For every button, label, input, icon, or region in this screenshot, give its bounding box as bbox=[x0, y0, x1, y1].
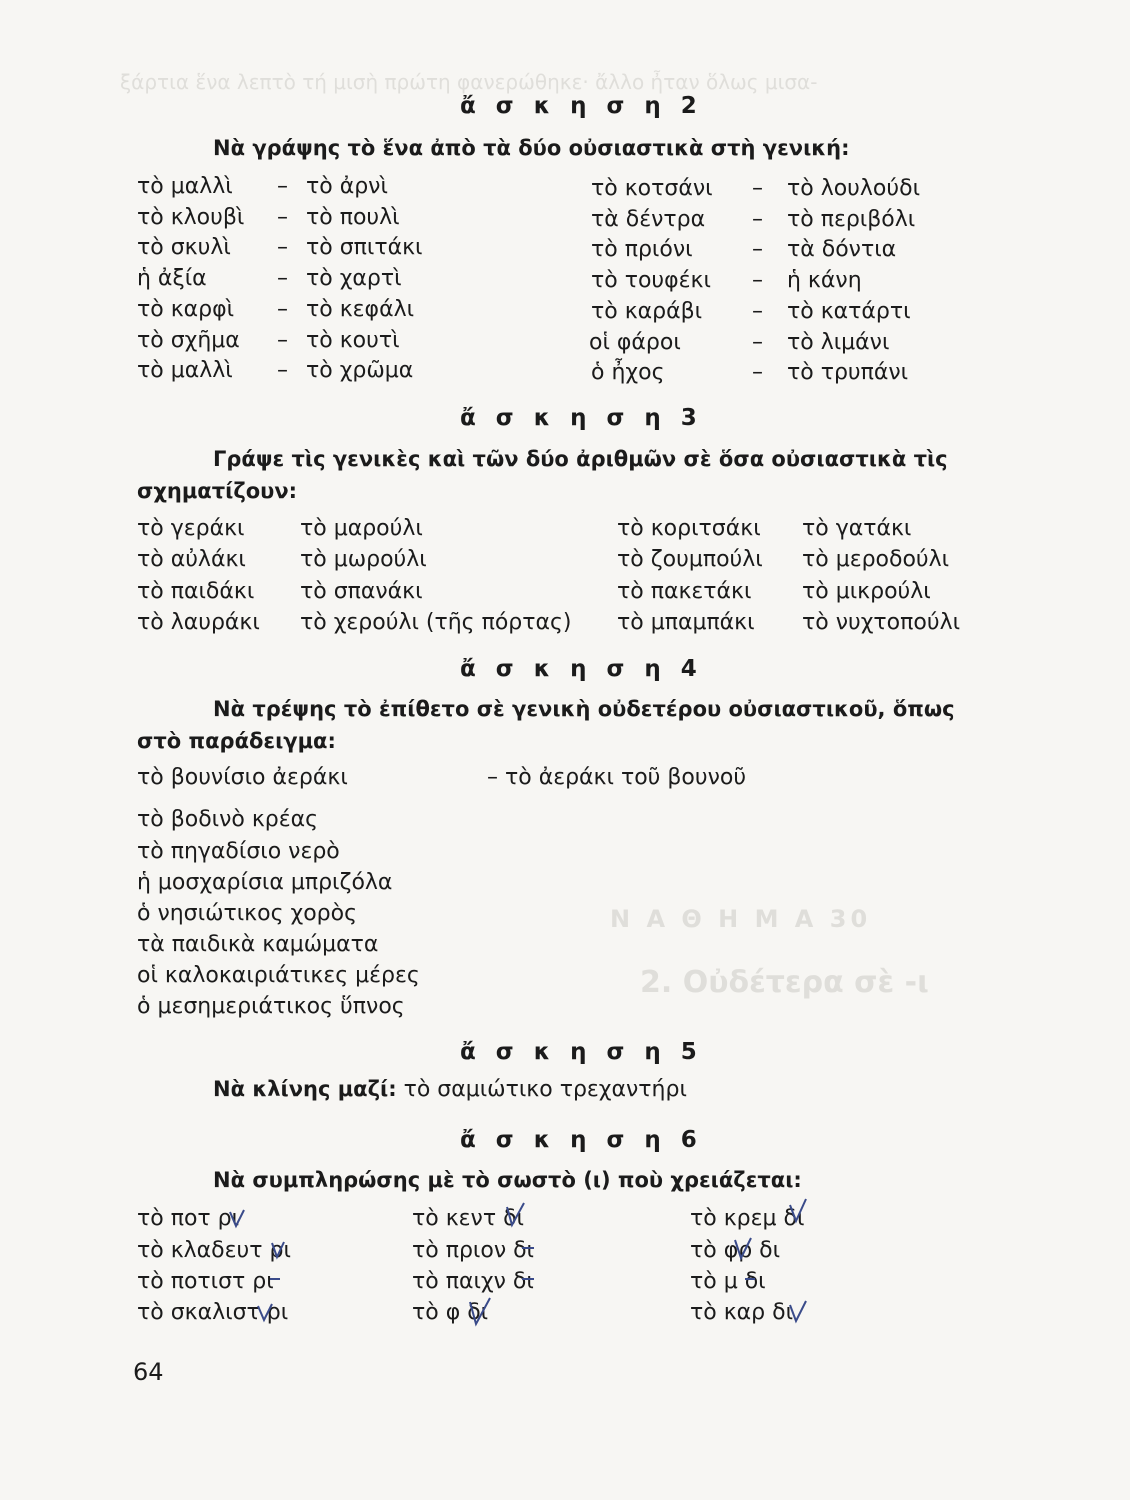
word: τὸ σπανάκι bbox=[300, 579, 423, 604]
list-item: τὸ πηγαδίσιο νερὸ bbox=[137, 839, 340, 864]
list-item: ἡ μοσχαρίσια μπριζόλα bbox=[137, 870, 393, 895]
exercise-4-instruction-cont: στὸ παράδειγμα: bbox=[137, 729, 336, 753]
list-item: ὁ νησιώτικος χορὸς bbox=[137, 901, 358, 926]
exercise-2-heading: ἄ σ κ η σ η 2 bbox=[460, 93, 703, 119]
fill-word: τὸ σκαλιστ ρι bbox=[137, 1300, 289, 1325]
dash: – bbox=[277, 205, 288, 230]
instruction-label: Νὰ κλίνης μαζί: bbox=[213, 1077, 397, 1101]
dash: – bbox=[277, 328, 288, 353]
word: τὸ καράβι bbox=[591, 299, 703, 324]
word: τὸ κοτσάνι bbox=[591, 176, 713, 201]
fill-word: τὸ κρεμ δι bbox=[690, 1206, 805, 1231]
word: τὸ γεράκι bbox=[137, 516, 245, 541]
word: τὸ πουλὶ bbox=[306, 205, 400, 230]
word: τὸ σκυλὶ bbox=[137, 235, 231, 260]
dash: – bbox=[752, 176, 763, 201]
exercise-3-instruction: Γράψε τὶς γενικὲς καὶ τῶν δύο ἀριθμῶν σὲ ὅσα οὐσιαστικὰ τὶς bbox=[213, 447, 948, 471]
exercise-2-instruction: Νὰ γράψης τὸ ἕνα ἀπὸ τὰ δύο οὐσιαστικὰ στὴ γενική: bbox=[213, 136, 850, 160]
exercise-3-heading: ἄ σ κ η σ η 3 bbox=[460, 405, 703, 431]
word: τὸ τουφέκι bbox=[591, 268, 711, 293]
bleed-through-text: Ν Α Θ Η Μ Α 30 bbox=[610, 905, 872, 933]
exercise-4-heading: ἄ σ κ η σ η 4 bbox=[460, 656, 703, 682]
word: τὸ ἀρνὶ bbox=[306, 174, 388, 199]
dash: – bbox=[752, 268, 763, 293]
word: τὸ χρῶμα bbox=[306, 358, 414, 383]
word: ὁ ἦχος bbox=[591, 360, 665, 385]
dash: – bbox=[752, 299, 763, 324]
word: τὸ πριόνι bbox=[591, 237, 693, 262]
dash: – bbox=[277, 174, 288, 199]
fill-word: τὸ καρ δι bbox=[690, 1300, 794, 1325]
word: τὸ λουλούδι bbox=[787, 176, 921, 201]
word: τὸ ζουμπούλι bbox=[617, 547, 763, 572]
list-item: ὁ μεσημεριάτικος ὕπνος bbox=[137, 994, 405, 1019]
word: τὰ δόντια bbox=[787, 237, 897, 262]
pencil-mark bbox=[258, 1304, 272, 1320]
pencil-mark bbox=[790, 1199, 806, 1221]
fill-word: τὸ ποτ ρι bbox=[137, 1206, 240, 1231]
word: οἱ φάροι bbox=[589, 330, 681, 355]
word: τὸ τρυπάνι bbox=[787, 360, 909, 385]
fill-word: τὸ φρ δι bbox=[690, 1238, 781, 1263]
pencil-mark bbox=[272, 1242, 284, 1257]
example-answer: – τὸ ἀεράκι τοῦ βουνοῦ bbox=[487, 765, 747, 790]
dash: – bbox=[752, 360, 763, 385]
fill-word: τὸ παιχν δι bbox=[412, 1269, 534, 1294]
word: τὸ μικρούλι bbox=[802, 579, 931, 604]
exercise-6-instruction: Νὰ συμπληρώσης μὲ τὸ σωστὸ (ι) ποὺ χρειάζεται: bbox=[213, 1168, 802, 1192]
pencil-mark bbox=[507, 1203, 524, 1225]
word: τὸ μεροδούλι bbox=[802, 547, 950, 572]
word: ἡ ἀξία bbox=[137, 266, 207, 291]
dash: – bbox=[277, 235, 288, 260]
word: τὸ καρφὶ bbox=[137, 297, 235, 322]
word: τὸ κεφάλι bbox=[306, 297, 415, 322]
word: τὸ γατάκι bbox=[802, 516, 912, 541]
dash: – bbox=[752, 207, 763, 232]
word: τὸ λιμάνι bbox=[787, 330, 890, 355]
fill-word: τὸ πριον δι bbox=[412, 1238, 534, 1263]
pencil-mark bbox=[735, 1238, 751, 1258]
exercise-3-instruction-cont: σχηματίζουν: bbox=[137, 479, 298, 503]
fill-word: τὸ κεντ δι bbox=[412, 1206, 524, 1231]
example-phrase: τὸ βουνίσιο ἀεράκι bbox=[137, 765, 348, 790]
page-number: 64 bbox=[133, 1358, 164, 1386]
fill-word: τὸ ποτιστ ρι bbox=[137, 1269, 274, 1294]
word: τὸ πακετάκι bbox=[617, 579, 752, 604]
dash: – bbox=[277, 266, 288, 291]
word: τὸ μαλλὶ bbox=[137, 174, 233, 199]
word: τὸ κλουβὶ bbox=[137, 205, 245, 230]
fill-word: τὸ κλαδευτ ρι bbox=[137, 1238, 291, 1263]
word: τὸ κατάρτι bbox=[787, 299, 911, 324]
word: τὸ κουτὶ bbox=[306, 328, 400, 353]
word: τὸ μπαμπάκι bbox=[617, 610, 755, 635]
word: τὸ μωρούλι bbox=[300, 547, 427, 572]
word: τὸ χαρτὶ bbox=[306, 266, 402, 291]
word: τὸ λαυράκι bbox=[137, 610, 260, 635]
word: τὸ αὐλάκι bbox=[137, 547, 246, 572]
bleed-through-text: ξάρτια ἕνα λεπτὸ τή μισὴ πρώτη φανερώθηκε· ἄλλο ἦταν ὅλως μισα- bbox=[120, 70, 818, 94]
pencil-mark bbox=[230, 1210, 244, 1226]
list-item: τὸ βοδινὸ κρέας bbox=[137, 807, 319, 832]
exercise-4-instruction: Νὰ τρέψης τὸ ἐπίθετο σὲ γενικὴ οὐδετέρου οὐσιαστικοῦ, ὅπως bbox=[213, 697, 955, 721]
list-item: τὰ παιδικὰ καμώματα bbox=[137, 932, 379, 957]
word: τὸ μαλλὶ bbox=[137, 358, 233, 383]
word: ἡ κάνη bbox=[787, 268, 862, 293]
word: τὸ περιβόλι bbox=[787, 207, 916, 232]
word: τὸ σχῆμα bbox=[137, 328, 240, 353]
dash: – bbox=[752, 330, 763, 355]
instruction-phrase: τὸ σαμιώτικο τρεχαντήρι bbox=[396, 1077, 687, 1102]
dash: – bbox=[752, 237, 763, 262]
dash: – bbox=[277, 358, 288, 383]
word: τὸ μαρούλι bbox=[300, 516, 423, 541]
word: τὸ σπιτάκι bbox=[306, 235, 423, 260]
word: τὸ παιδάκι bbox=[137, 579, 255, 604]
word: τὰ δέντρα bbox=[591, 207, 706, 232]
exercise-6-heading: ἄ σ κ η σ η 6 bbox=[460, 1127, 703, 1153]
fill-word: τὸ μ δι bbox=[690, 1269, 766, 1294]
pencil-mark bbox=[470, 1298, 490, 1324]
list-item: οἱ καλοκαιριάτικες μέρες bbox=[137, 963, 420, 988]
bleed-through-text: 2. Οὐδέτερα σὲ -ι bbox=[640, 965, 929, 1000]
dash: – bbox=[277, 297, 288, 322]
word: τὸ χερούλι (τῆς πόρτας) bbox=[300, 610, 572, 635]
word: τὸ κοριτσάκι bbox=[617, 516, 761, 541]
pencil-mark bbox=[790, 1301, 806, 1321]
exercise-5-heading: ἄ σ κ η σ η 5 bbox=[460, 1039, 703, 1065]
fill-word: τὸ φ δι bbox=[412, 1300, 489, 1325]
word: τὸ νυχτοπούλι bbox=[802, 610, 961, 635]
